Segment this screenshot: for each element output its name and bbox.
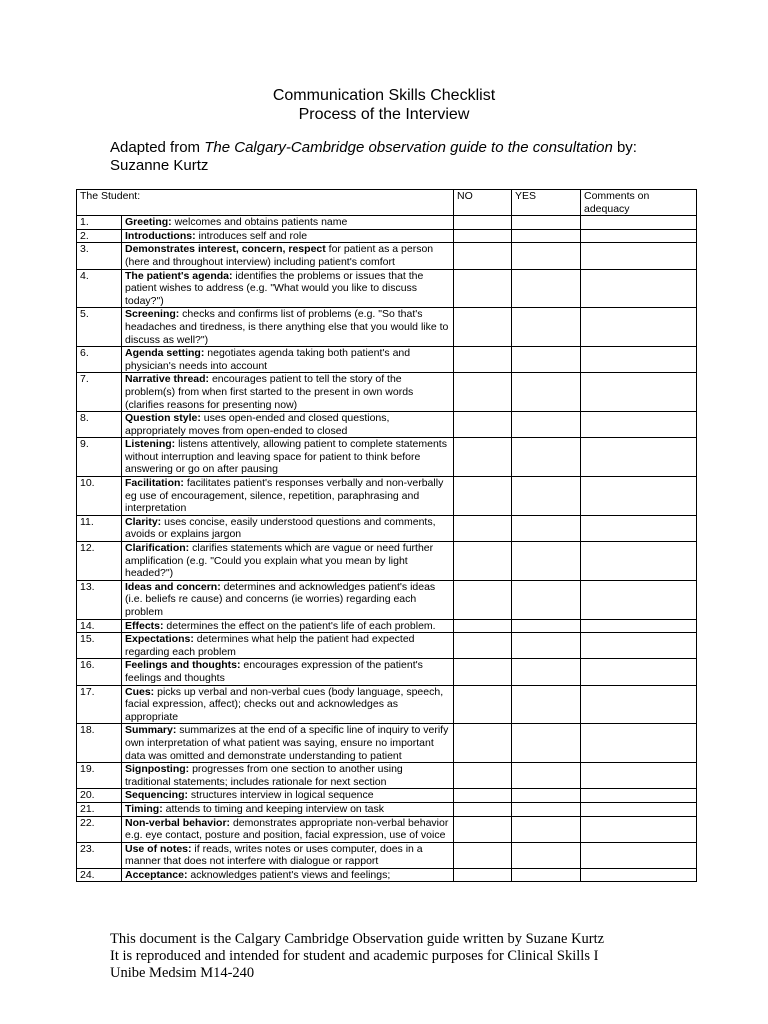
item-description [122, 308, 454, 347]
no-cell[interactable] [454, 619, 512, 633]
no-cell[interactable] [454, 633, 512, 659]
item-skill-name: Agenda setting: [125, 347, 205, 360]
item-number: 12. [77, 542, 122, 581]
item-number: 15. [77, 633, 122, 659]
no-cell[interactable] [454, 229, 512, 243]
item-skill-detail: summarizes at the end of a specific line of inquiry to verify own interpretation of what patient was saying, ensure no important data was omitted and demonstrate understanding to patient [125, 724, 449, 762]
yes-cell[interactable] [512, 477, 581, 516]
item-number: 2. [77, 229, 122, 243]
item-skill-detail: listens attentively, allowing patient to complete statements without interruption and leaving space for patient to think before answering or go on after pausing [125, 438, 447, 476]
item-skill-detail: clarifies statements which are vague or need further amplification (e.g. "Could you explain what you mean by light headed?") [125, 542, 434, 580]
item-skill-detail: if reads, writes notes or uses computer, does in a manner that does not interfere with dialogue or rapport [125, 842, 423, 868]
table-row [77, 789, 697, 803]
no-cell[interactable] [454, 477, 512, 516]
table-row [77, 802, 697, 816]
table-row [77, 619, 697, 633]
footer-note [110, 931, 750, 982]
item-number: 5. [77, 308, 122, 347]
comments-cell[interactable] [581, 347, 697, 373]
table-row [77, 477, 697, 516]
item-skill-detail: checks and confirms list of problems (e.g. "So that's headaches and tiredness, is there anything else that you would like to discuss as well?") [125, 308, 449, 346]
item-number: 4. [77, 269, 122, 308]
yes-cell[interactable] [512, 308, 581, 347]
item-skill-name: Facilitation: [125, 477, 184, 490]
no-cell[interactable] [454, 802, 512, 816]
item-description [122, 802, 454, 816]
item-skill-detail: determines and acknowledges patient's ideas (i.e. beliefs re cause) and concerns (ie worries) regarding each problem [125, 580, 436, 618]
table-row [77, 685, 697, 724]
comments-cell[interactable] [581, 580, 697, 619]
header-yes: YES [512, 190, 581, 216]
no-cell[interactable] [454, 868, 512, 882]
no-cell[interactable] [454, 816, 512, 842]
item-skill-name: Demonstrates interest, concern, respect [125, 243, 326, 256]
comments-cell[interactable] [581, 724, 697, 763]
item-description [122, 659, 454, 685]
item-skill-name: Cues: [125, 685, 155, 698]
adapted-suffix: by: [612, 139, 637, 156]
item-skill-detail: facilitates patient's responses verbally and non-verbally eg use of encouragement, silence, repetition, paraphrasing and interpretation [125, 477, 444, 515]
table-row [77, 763, 697, 789]
table-row [77, 243, 697, 269]
table-row [77, 373, 697, 412]
comments-cell[interactable] [581, 373, 697, 412]
comments-cell[interactable] [581, 619, 697, 633]
item-skill-name: Question style: [125, 412, 201, 425]
item-skill-detail: welcomes and obtains patients name [171, 216, 348, 229]
table-row [77, 816, 697, 842]
no-cell[interactable] [454, 580, 512, 619]
item-description [122, 633, 454, 659]
table-row [77, 659, 697, 685]
item-number: 10. [77, 477, 122, 516]
item-number: 8. [77, 412, 122, 438]
yes-cell[interactable] [512, 412, 581, 438]
item-skill-name: Summary: [125, 724, 177, 737]
comments-cell[interactable] [581, 789, 697, 803]
yes-cell[interactable] [512, 633, 581, 659]
item-number: 21. [77, 802, 122, 816]
table-row [77, 229, 697, 243]
yes-cell[interactable] [512, 619, 581, 633]
no-cell[interactable] [454, 515, 512, 541]
comments-cell[interactable] [581, 842, 697, 868]
yes-cell[interactable] [512, 580, 581, 619]
item-skill-detail: identifies the problems or issues that the patient wishes to address (e.g. "What would you like to discuss today?") [125, 269, 424, 307]
item-skill-detail: uses concise, easily understood questions and comments, avoids or explains jargon [125, 515, 436, 541]
item-number: 6. [77, 347, 122, 373]
item-number: 9. [77, 438, 122, 477]
no-cell[interactable] [454, 269, 512, 308]
comments-cell[interactable] [581, 438, 697, 477]
item-skill-detail: determines the effect on the patient's life of each problem. [163, 619, 436, 632]
comments-cell[interactable] [581, 659, 697, 685]
item-description [122, 243, 454, 269]
comments-cell[interactable] [581, 763, 697, 789]
item-skill-detail: for patient as a person (here and throughout interview) including patient's comfort [125, 243, 434, 268]
item-skill-name: Sequencing: [125, 789, 189, 802]
item-number: 3. [77, 243, 122, 269]
item-skill-detail: structures interview in logical sequence [188, 789, 374, 802]
adapted-prefix: Adapted from [110, 139, 205, 156]
item-description [122, 789, 454, 803]
item-description [122, 542, 454, 581]
item-description [122, 229, 454, 243]
item-description [122, 685, 454, 724]
item-description [122, 724, 454, 763]
item-description [122, 347, 454, 373]
table-row [77, 269, 697, 308]
item-skill-name: Clarification: [125, 542, 190, 555]
item-skill-detail: negotiates agenda taking both patient's and physician's needs into account [125, 347, 411, 372]
footer-line-1: This document is the Calgary Cambridge Observation guide written by Suzane Kurtz [110, 931, 605, 947]
table-row [77, 347, 697, 373]
item-skill-name: Acceptance: [125, 868, 188, 881]
item-description [122, 477, 454, 516]
no-cell[interactable] [454, 724, 512, 763]
no-cell[interactable] [454, 789, 512, 803]
table-row [77, 868, 697, 882]
table-header-row [77, 190, 697, 216]
yes-cell[interactable] [512, 542, 581, 581]
no-cell[interactable] [454, 438, 512, 477]
item-description [122, 619, 454, 633]
item-description [122, 269, 454, 308]
yes-cell[interactable] [512, 789, 581, 803]
item-skill-detail: progresses from one section to another using traditional statements; includes rationale for next section [125, 763, 403, 788]
item-skill-name: Clarity: [125, 515, 162, 528]
comments-cell[interactable] [581, 868, 697, 882]
adapted-from-note [110, 139, 710, 175]
yes-cell[interactable] [512, 216, 581, 230]
item-skill-detail: uses open-ended and closed questions, appropriately moves from open-ended to closed [125, 412, 390, 437]
item-skill-name: Timing: [125, 802, 163, 815]
item-skill-detail: picks up verbal and non-verbal cues (body language, speech, facial expression, affect); checks out and acknowledges as appropriate [125, 685, 444, 723]
yes-cell[interactable] [512, 243, 581, 269]
no-cell[interactable] [454, 659, 512, 685]
item-description [122, 763, 454, 789]
item-skill-name: Listening: [125, 438, 176, 451]
no-cell[interactable] [454, 216, 512, 230]
document-subtitle: Process of the Interview [298, 106, 470, 123]
no-cell[interactable] [454, 542, 512, 581]
item-number: 19. [77, 763, 122, 789]
item-skill-name: Narrative thread: [125, 373, 210, 386]
item-description [122, 373, 454, 412]
table-row [77, 724, 697, 763]
comments-cell[interactable] [581, 243, 697, 269]
no-cell[interactable] [454, 243, 512, 269]
document-title: Communication Skills Checklist [272, 87, 496, 104]
item-description [122, 816, 454, 842]
yes-cell[interactable] [512, 659, 581, 685]
comments-cell[interactable] [581, 542, 697, 581]
comments-cell[interactable] [581, 515, 697, 541]
no-cell[interactable] [454, 347, 512, 373]
header-comments: Comments on adequacy [581, 190, 697, 216]
item-number: 24. [77, 868, 122, 882]
yes-cell[interactable] [512, 802, 581, 816]
no-cell[interactable] [454, 373, 512, 412]
table-row [77, 842, 697, 868]
guide-title: The Calgary-Cambridge observation guide to the consultation [204, 139, 613, 156]
header-no: NO [454, 190, 512, 216]
yes-cell[interactable] [512, 269, 581, 308]
header-student: The Student: [77, 190, 454, 216]
item-skill-detail: encourages expression of the patient's feelings and thoughts [125, 659, 423, 684]
table-row [77, 438, 697, 477]
item-number: 20. [77, 789, 122, 803]
item-skill-detail: acknowledges patient's views and feelings; [187, 868, 391, 881]
comments-cell[interactable] [581, 685, 697, 724]
checklist-table [76, 189, 697, 882]
item-skill-name: Greeting: [125, 216, 172, 229]
item-skill-name: Expectations: [125, 633, 194, 646]
yes-cell[interactable] [512, 842, 581, 868]
item-number: 13. [77, 580, 122, 619]
no-cell[interactable] [454, 685, 512, 724]
footer-line-3: Unibe Medsim M14-240 [110, 965, 255, 981]
comments-cell[interactable] [581, 816, 697, 842]
table-row [77, 633, 697, 659]
item-number: 22. [77, 816, 122, 842]
no-cell[interactable] [454, 842, 512, 868]
yes-cell[interactable] [512, 724, 581, 763]
comments-cell[interactable] [581, 412, 697, 438]
no-cell[interactable] [454, 308, 512, 347]
comments-cell[interactable] [581, 477, 697, 516]
item-skill-detail: demonstrates appropriate non-verbal behavior e.g. eye contact, posture and position, facial expression, use of voice [125, 816, 449, 842]
item-number: 11. [77, 515, 122, 541]
no-cell[interactable] [454, 763, 512, 789]
table-row [77, 542, 697, 581]
item-description [122, 515, 454, 541]
table-row [77, 515, 697, 541]
yes-cell[interactable] [512, 868, 581, 882]
item-number: 16. [77, 659, 122, 685]
yes-cell[interactable] [512, 816, 581, 842]
item-number: 14. [77, 619, 122, 633]
item-skill-detail: encourages patient to tell the story of the problem(s) from when first started to the present in own words (clarifies reasons for presenting now) [125, 373, 414, 411]
comments-cell[interactable] [581, 802, 697, 816]
yes-cell[interactable] [512, 685, 581, 724]
item-description [122, 216, 454, 230]
item-description [122, 842, 454, 868]
yes-cell[interactable] [512, 229, 581, 243]
item-skill-name: Use of notes: [125, 842, 192, 855]
yes-cell[interactable] [512, 763, 581, 789]
item-skill-name: Non-verbal behavior: [125, 816, 231, 829]
item-skill-name: Screening: [125, 308, 180, 321]
comments-cell[interactable] [581, 308, 697, 347]
table-row [77, 580, 697, 619]
item-skill-detail: determines what help the patient had expected regarding each problem [125, 633, 415, 658]
yes-cell[interactable] [512, 373, 581, 412]
table-row [77, 216, 697, 230]
comments-cell[interactable] [581, 269, 697, 308]
item-skill-name: Ideas and concern: [125, 580, 221, 593]
item-skill-name: Signposting: [125, 763, 190, 776]
item-skill-name: Introductions: [125, 229, 196, 242]
item-skill-name: Feelings and thoughts: [125, 659, 241, 672]
item-description [122, 868, 454, 882]
item-description [122, 412, 454, 438]
item-number: 18. [77, 724, 122, 763]
item-number: 1. [77, 216, 122, 230]
table-row [77, 412, 697, 438]
item-number: 23. [77, 842, 122, 868]
item-skill-name: The patient's agenda: [125, 269, 233, 282]
author-name: Suzanne Kurtz [110, 157, 209, 174]
yes-cell[interactable] [512, 347, 581, 373]
item-skill-detail: introduces self and role [195, 229, 308, 242]
no-cell[interactable] [454, 412, 512, 438]
comments-cell[interactable] [581, 229, 697, 243]
footer-line-2: It is reproduced and intended for student and academic purposes for Clinical Skills I [110, 948, 599, 964]
table-row [77, 308, 697, 347]
item-number: 7. [77, 373, 122, 412]
item-skill-detail: attends to timing and keeping interview on task [162, 802, 384, 815]
item-description [122, 438, 454, 477]
item-skill-name: Effects: [125, 619, 164, 632]
yes-cell[interactable] [512, 438, 581, 477]
item-number: 17. [77, 685, 122, 724]
item-description [122, 580, 454, 619]
yes-cell[interactable] [512, 515, 581, 541]
comments-cell[interactable] [581, 633, 697, 659]
comments-cell[interactable] [581, 216, 697, 230]
